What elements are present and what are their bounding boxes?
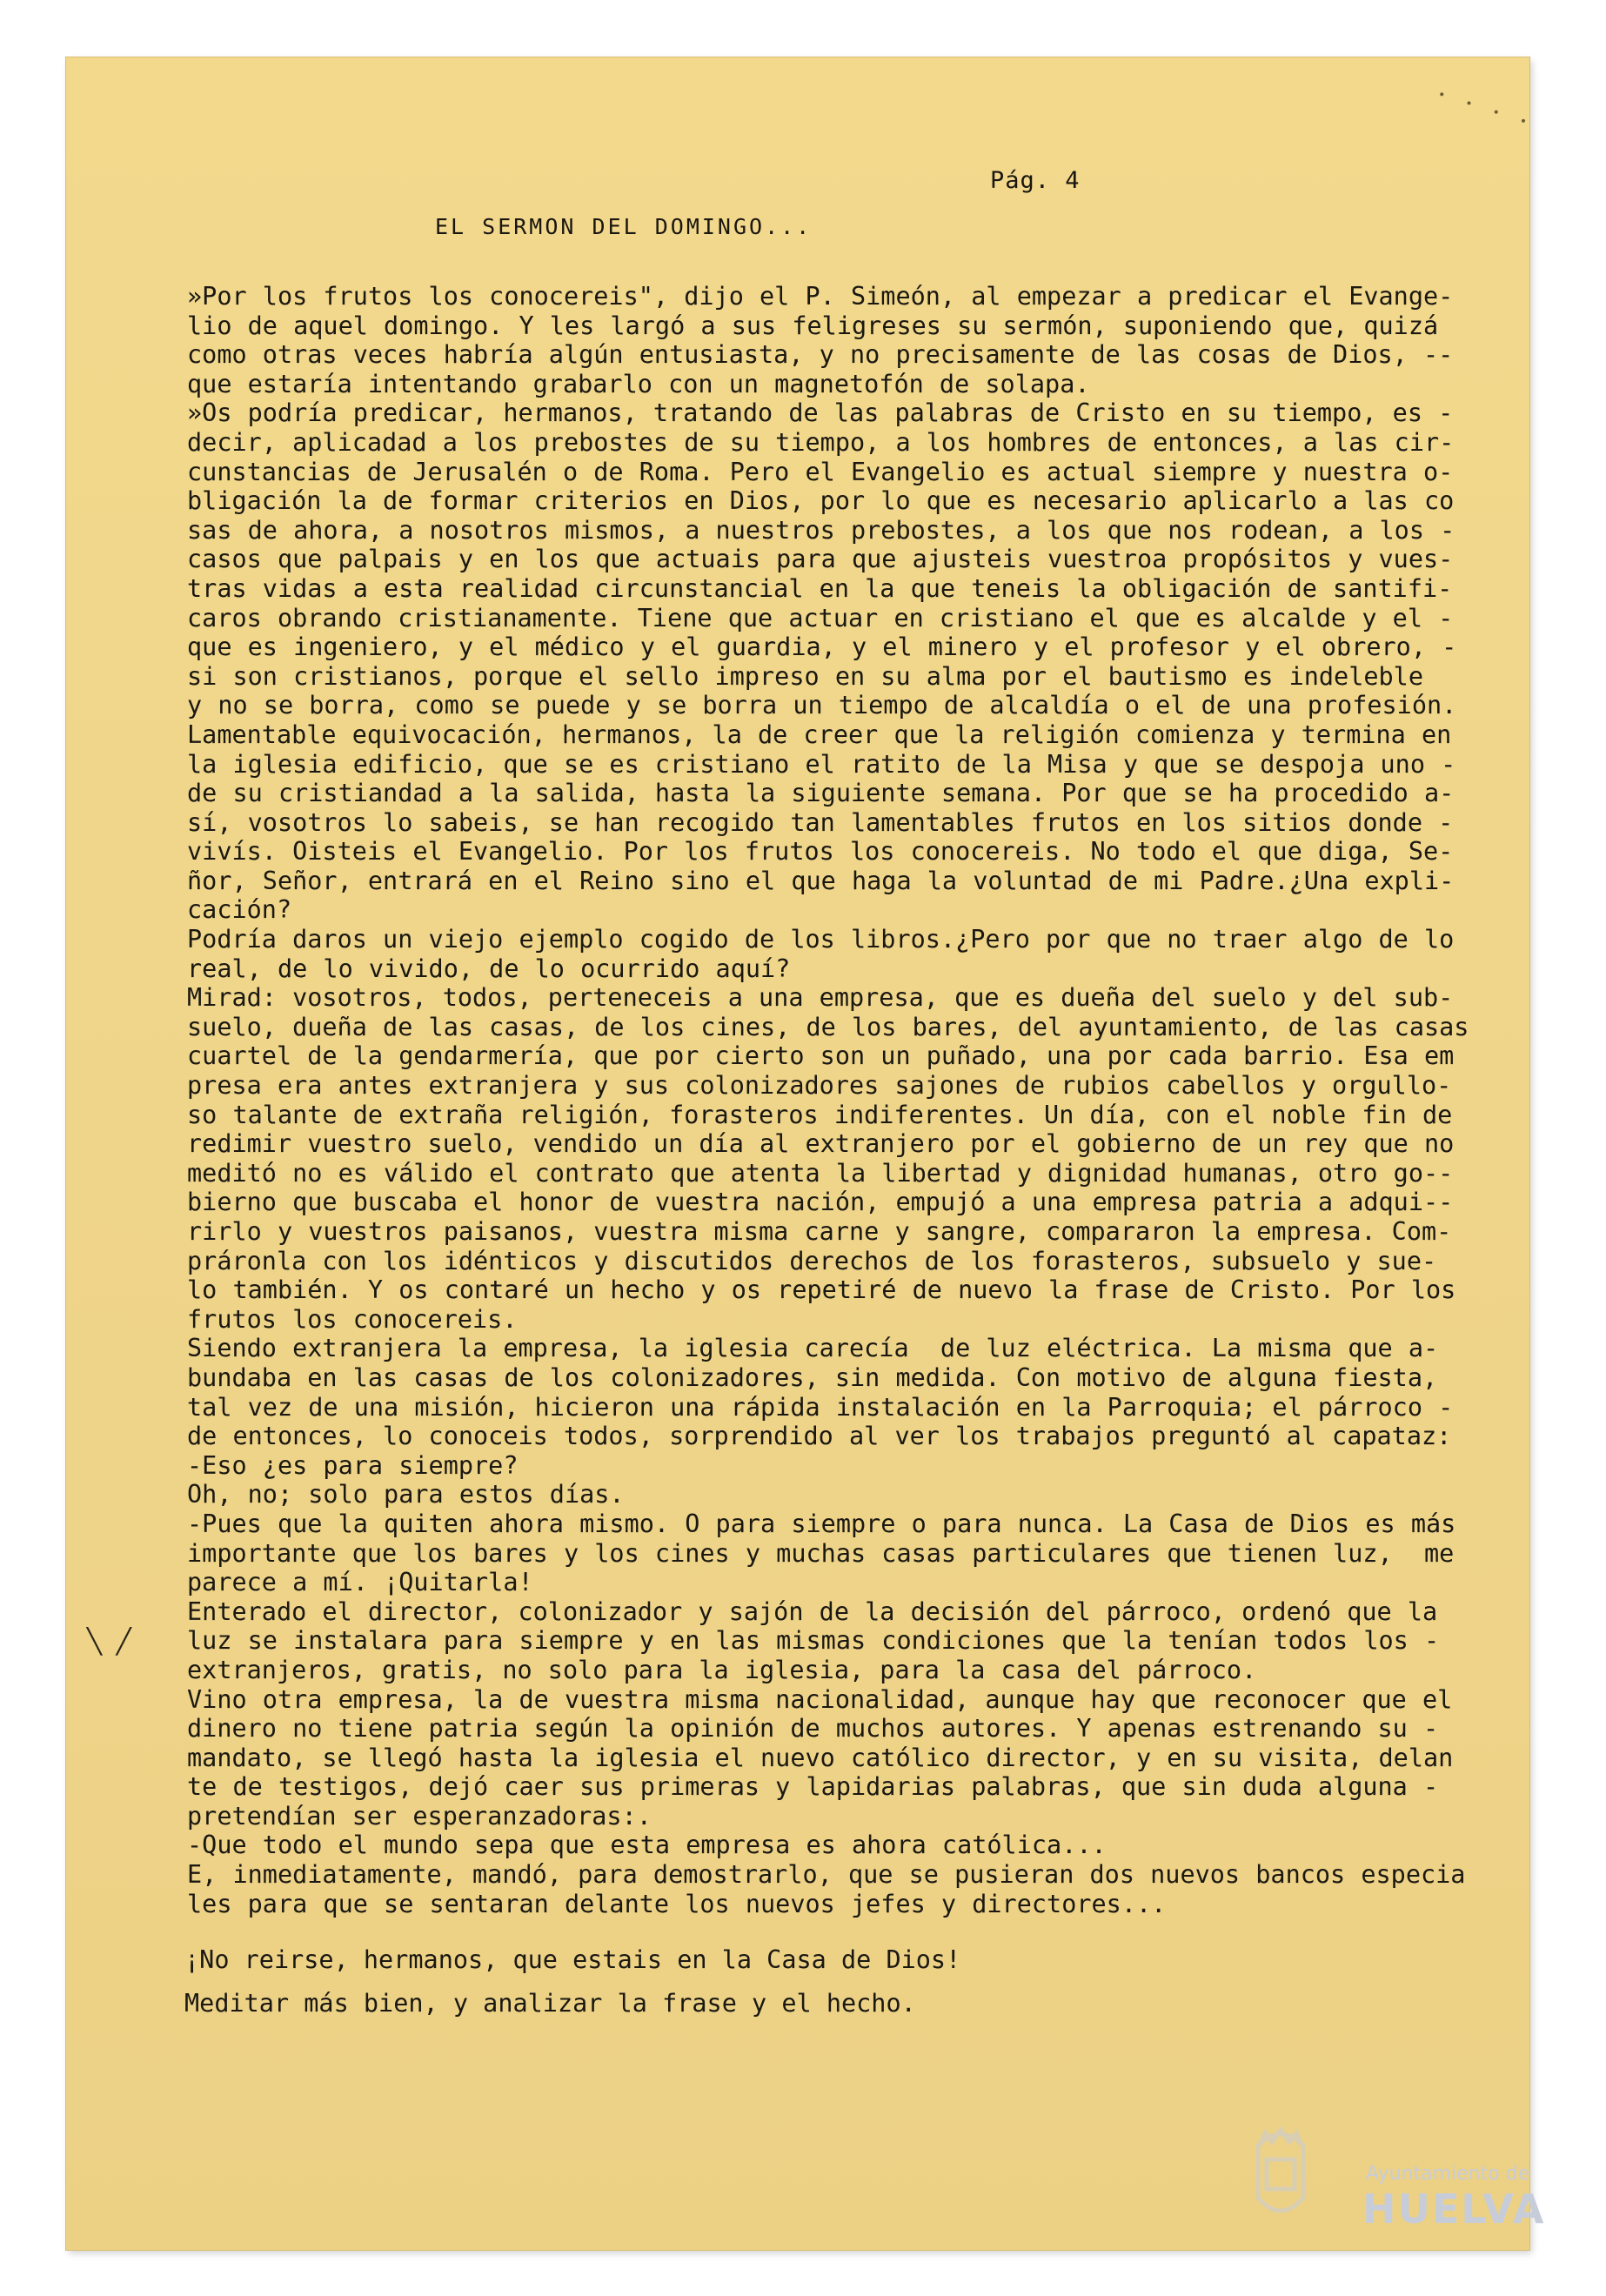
text-line: bligación la de formar criterios en Dios, por lo que es necesario aplicarlo a las co [187,486,1455,516]
text-line: so talante de extraña religión, forasteros indiferentes. Un día, con el noble fin de [187,1100,1453,1129]
text-line: -Que todo el mundo sepa que esta empresa es ahora católica... [187,1831,1107,1860]
text-line: y no se borra, como se puede y se borra un tiempo de alcaldía o el de una profesión. [187,691,1457,720]
watermark-line-1: Ayuntamiento de [1366,2163,1530,2185]
document-heading: EL SERMON DEL DOMINGO... [435,214,813,239]
text-line: como otras veces habría algún entusiasta, y no precisamente de las cosas de Dios, -- [187,340,1454,370]
text-line: luz se instalara para siempre y en las mismas condiciones que la tenían todos los - [187,1626,1440,1656]
text-line: redimir vuestro suelo, vendido un día al extranjero por el gobierno de un rey que no [187,1129,1455,1159]
text-line: sas de ahora, a nosotros mismos, a nuestros prebostes, a los que nos rodean, a los - [187,515,1455,545]
page-number: Pág. 4 [990,167,1081,194]
text-line: -Eso ¿es para siempre? [187,1450,519,1480]
text-line: E, inmediatamente, mandó, para demostrarlo, que se pusieran dos nuevos bancos especia [187,1860,1466,1890]
text-line: suelo, dueña de las casas, de los cines, de los bares, del ayuntamiento, de las casas [187,1012,1469,1041]
text-line: Vino otra empresa, la de vuestra misma nacionalidad, aunque hay que reconocer que el [187,1684,1453,1714]
text-line: práronla con los idénticos y discutidos derechos de los forasteros, subsuelo y sue- [187,1246,1437,1275]
text-line: caros obrando cristianamente. Tiene que actuar en cristiano el que es alcalde y el - [187,603,1454,633]
text-line: cuartel de la gendarmería, que por cierto son un puñado, una por cada barrio. Esa em [187,1041,1455,1071]
text-line: Enterado el director, colonizador y sajón de la decisión del párroco, ordenó que la [187,1596,1438,1626]
text-line: sí, vosotros lo sabeis, se han recogido tan lamentables frutos en los sitios donde - [187,807,1454,837]
text-line: te de testigos, dejó caer sus primeras y lapidarias palabras, que sin duda alguna - [187,1772,1439,1802]
text-line: Oh, no; solo para estos días. [187,1480,625,1509]
text-line: Lamentable equivocación, hermanos, la de creer que la religión comienza y termina en [187,720,1452,749]
closing-line-1: ¡No reirse, hermanos, que estais en la Casa de Dios! [184,1945,961,1974]
text-line: importante que los bares y los cines y muchas casas particulares que tienen luz, me [187,1538,1455,1568]
text-line: que estaría intentando grabarlo con un magnetofón de solapa. [187,369,1090,398]
text-line: »Por los frutos los conocereis", dijo el P. Simeón, al empezar a predicar el Evange- [187,282,1454,311]
text-line: casos que palpais y en los que actuais para que ajusteis vuestroa propósitos y vues- [187,545,1454,574]
text-line: meditó no es válido el contrato que atenta la libertad y dignidad humanas, otro go-- [187,1158,1454,1188]
text-line: Siendo extranjera la empresa, la iglesia carecía de luz eléctrica. La misma que a- [187,1334,1439,1363]
text-line: »Os podría predicar, hermanos, tratando de las palabras de Cristo en su tiempo, es - [187,398,1454,428]
edge-punch-marks: • • • • [1435,87,1536,132]
text-line: que es ingeniero, y el médico y el guardia, y el minero y el profesor y el obrero, - [187,633,1457,662]
text-line: tal vez de una misión, hicieron una rápida instalación en la Parroquia; el párroco - [187,1392,1454,1422]
margin-pencil-mark: ╲ ╱ [87,1627,131,1656]
text-line: la iglesia edificio, que se es cristiano el ratito de la Misa y que se despoja uno - [187,749,1456,779]
text-line: mandato, se llegó hasta la iglesia el nuevo católico director, y en su visita, delan [187,1743,1454,1772]
text-line: -Pues que la quiten ahora mismo. O para siempre o para nunca. La Casa de Dios es más [187,1509,1456,1538]
text-line: parece a mí. ¡Quitarla! [187,1568,533,1597]
text-line: decir, aplicadad a los prebostes de su tiempo, a los hombres de entonces, a las cir- [187,427,1455,457]
text-line: les para que se sentaran delante los nuevos jefes y directores... [187,1889,1167,1918]
closing-line-2: Meditar más bien, y analizar la frase y el hecho. [184,1989,916,2018]
text-line: bierno que buscaba el honor de vuestra nación, empujó a una empresa patria a adqui-- [187,1188,1454,1217]
sermon-body [187,282,1469,1918]
text-line: cación? [187,895,292,925]
text-line: presa era antes extranjera y sus colonizadores sajones de rubios cabellos y orgullo- [187,1071,1452,1101]
text-line: extranjeros, gratis, no solo para la iglesia, para la casa del párroco. [187,1655,1257,1684]
text-line: de su cristiandad a la salida, hasta la siguiente semana. Por que se ha procedido a- [187,779,1455,808]
text-line: ñor, Señor, entrará en el Reino sino el que haga la voluntad de mi Padre.¿Una expli- [187,866,1455,895]
text-line: Podría daros un viejo ejemplo cogido de los libros.¿Pero por que no traer algo de lo [187,925,1455,954]
text-line: cunstancias de Jerusalén o de Roma. Pero el Evangelio es actual siempre y nuestra o- [187,457,1454,486]
text-line: rirlo y vuestros paisanos, vuestra misma carne y sangre, compararon la empresa. Com- [187,1217,1452,1246]
text-line: Mirad: vosotros, todos, perteneceis a una empresa, que es dueña del suelo y del sub- [187,983,1454,1013]
text-line: dinero no tiene patria según la opinión de muchos autores. Y apenas estrenando su - [187,1714,1439,1744]
text-line: real, de lo vivido, de lo ocurrido aquí? [187,954,791,983]
text-line: vivís. Oisteis el Evangelio. Por los frutos los conocereis. No todo el que diga, Se- [187,837,1454,867]
text-line: tras vidas a esta realidad circunstancial en la que teneis la obligación de santifi- [187,573,1453,603]
text-line: lo también. Y os contaré un hecho y os repetiré de nuevo la frase de Cristo. Por los [187,1275,1456,1305]
text-line: pretendían ser esperanzadoras:. [187,1801,652,1831]
watermark-line-2: HUELVA [1362,2186,1546,2232]
text-line: lio de aquel domingo. Y les largó a sus feligreses su sermón, suponiendo que, quizá [187,311,1439,340]
text-line: bundaba en las casas de los colonizadores, sin medida. Con motivo de alguna fiesta, [187,1362,1438,1392]
text-line: si son cristianos, porque el sello impreso en su alma por el bautismo es indeleble [187,661,1423,691]
text-line: frutos los conocereis. [187,1304,518,1334]
text-line: de entonces, lo conoceis todos, sorprendido al ver los trabajos preguntó al capataz: [187,1422,1452,1451]
